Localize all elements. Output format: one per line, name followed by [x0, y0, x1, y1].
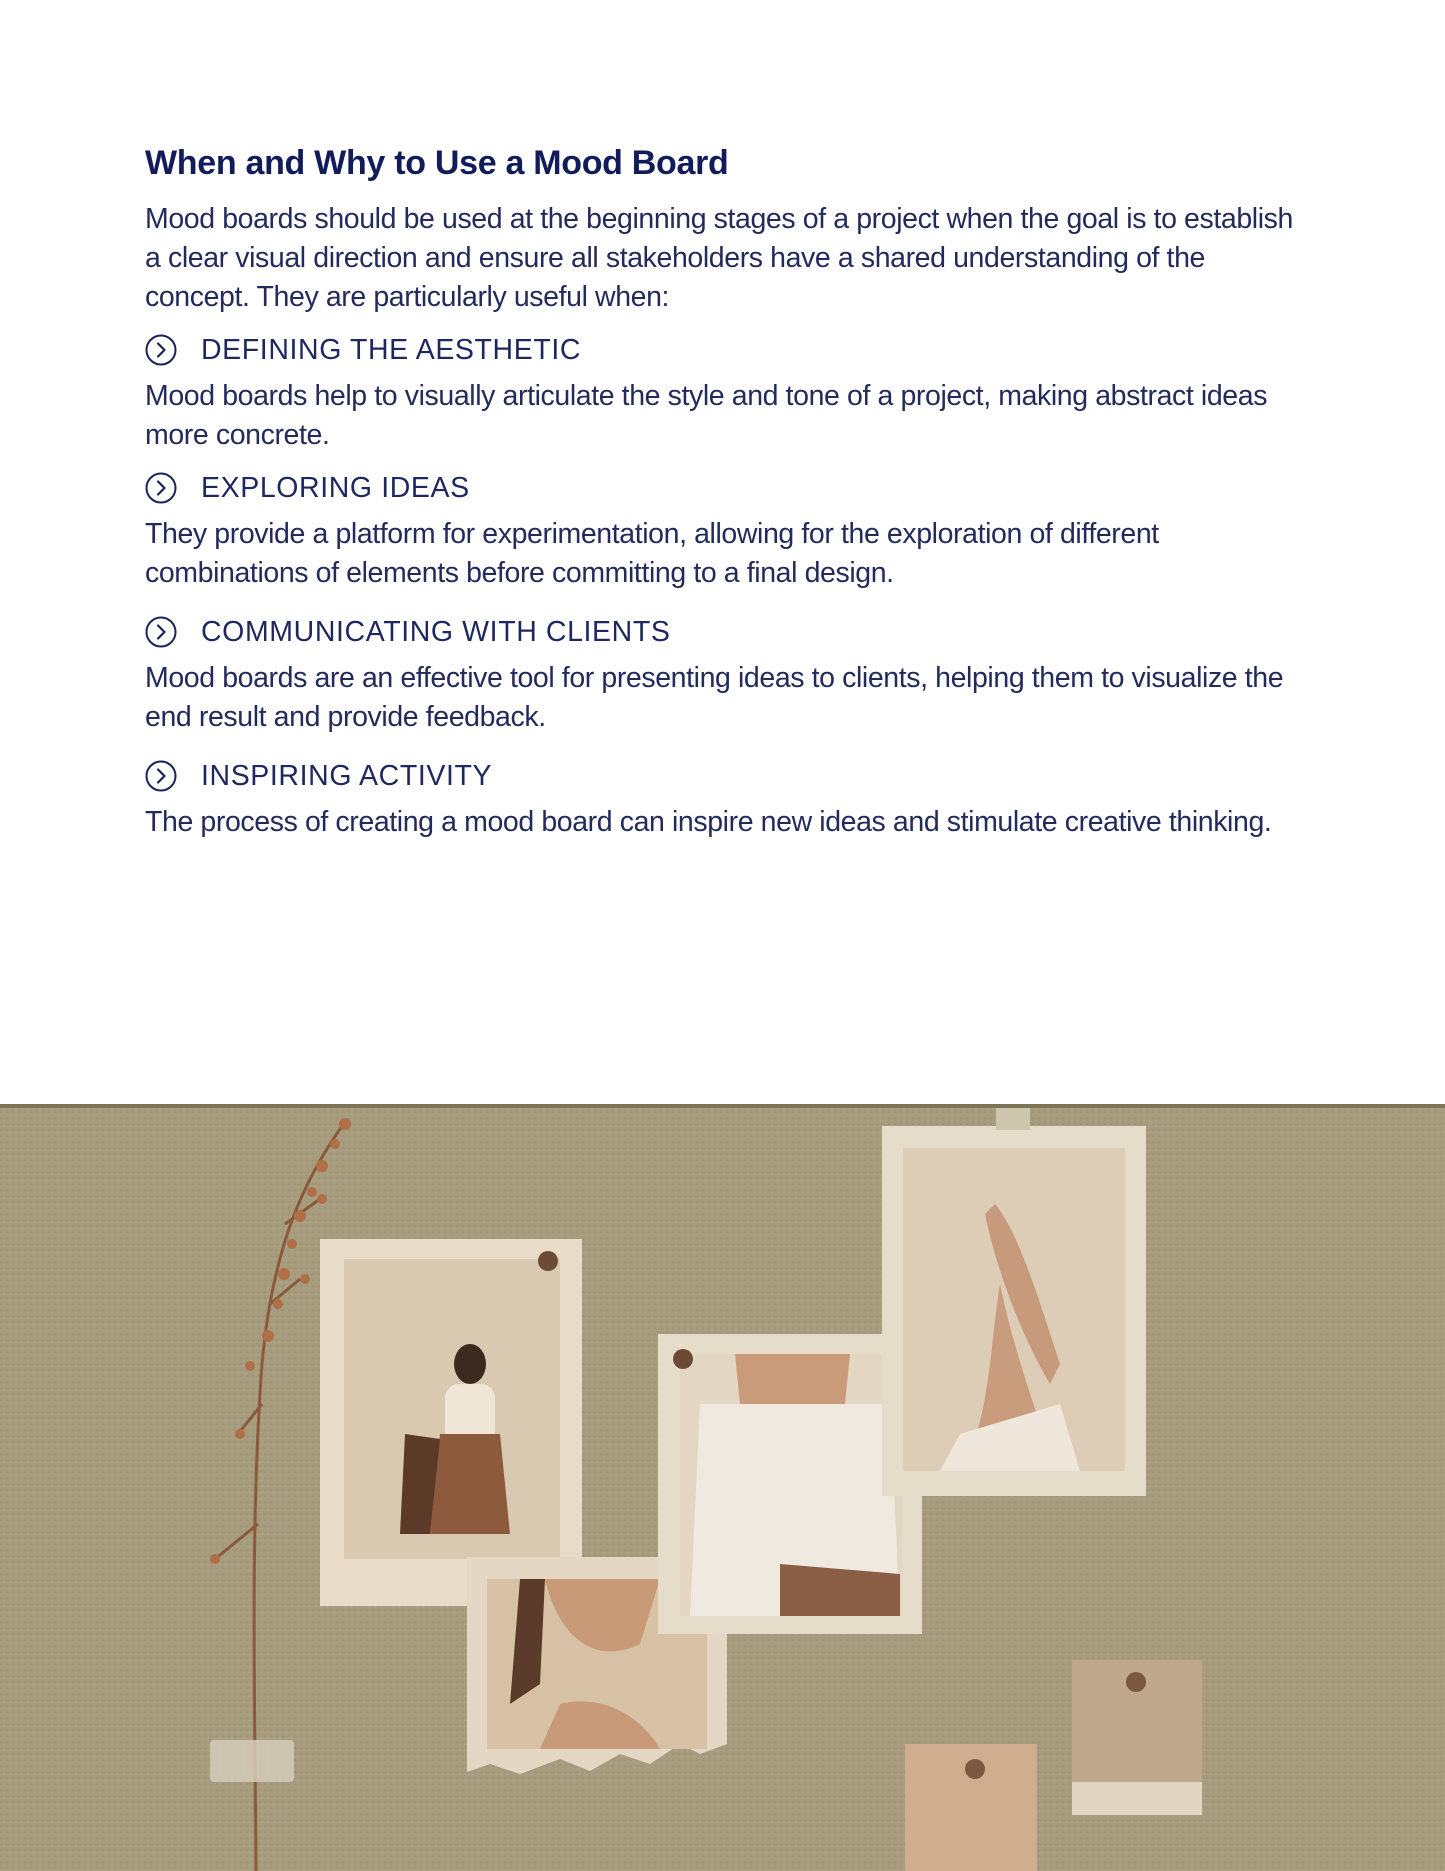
item-title: INSPIRING ACTIVITY	[201, 759, 493, 792]
item-heading-aesthetic	[145, 327, 1305, 373]
section-heading: When and Why to Use a Mood Board	[145, 144, 729, 182]
item-heading-inspiring	[145, 753, 1305, 799]
sticky-note-small	[905, 1744, 1037, 1871]
item-title: DEFINING THE AESTHETIC	[201, 333, 582, 366]
chevron-circle-right-icon	[145, 334, 177, 366]
photo-hands	[882, 1126, 1146, 1496]
item-text: The process of creating a mood board can inspire new ideas and stimulate creative thinking.	[145, 806, 1272, 838]
mood-board-illustration	[0, 1104, 1445, 1871]
intro-paragraph: Mood boards should be used at the beginning stages of a project when the goal is to establish a clear visual direction and ensure all stakeholders have a shared understanding of the concept. They are particularly useful when:	[145, 203, 1293, 313]
article	[145, 140, 1305, 842]
item-heading-clients	[145, 609, 1305, 655]
item-title: COMMUNICATING WITH CLIENTS	[201, 615, 671, 648]
chevron-circle-right-icon	[145, 616, 177, 648]
chevron-circle-right-icon	[145, 472, 177, 504]
item-text: Mood boards are an effective tool for presenting ideas to clients, helping them to visualize the end result and provide feedback.	[145, 662, 1284, 733]
item-text: They provide a platform for experimentation, allowing for the exploration of different combinations of elements before committing to a final design.	[145, 518, 1159, 589]
tape	[996, 1108, 1030, 1130]
item-title: EXPLORING IDEAS	[201, 471, 470, 504]
tape	[210, 1740, 294, 1782]
mood-board-photo	[0, 1104, 1445, 1871]
item-text: Mood boards help to visually articulate the style and tone of a project, making abstract ideas more concrete.	[145, 380, 1268, 451]
chevron-circle-right-icon	[145, 760, 177, 792]
item-heading-exploring	[145, 465, 1305, 511]
photo-seated-woman	[320, 1239, 582, 1606]
sticky-note-large	[1072, 1660, 1202, 1815]
